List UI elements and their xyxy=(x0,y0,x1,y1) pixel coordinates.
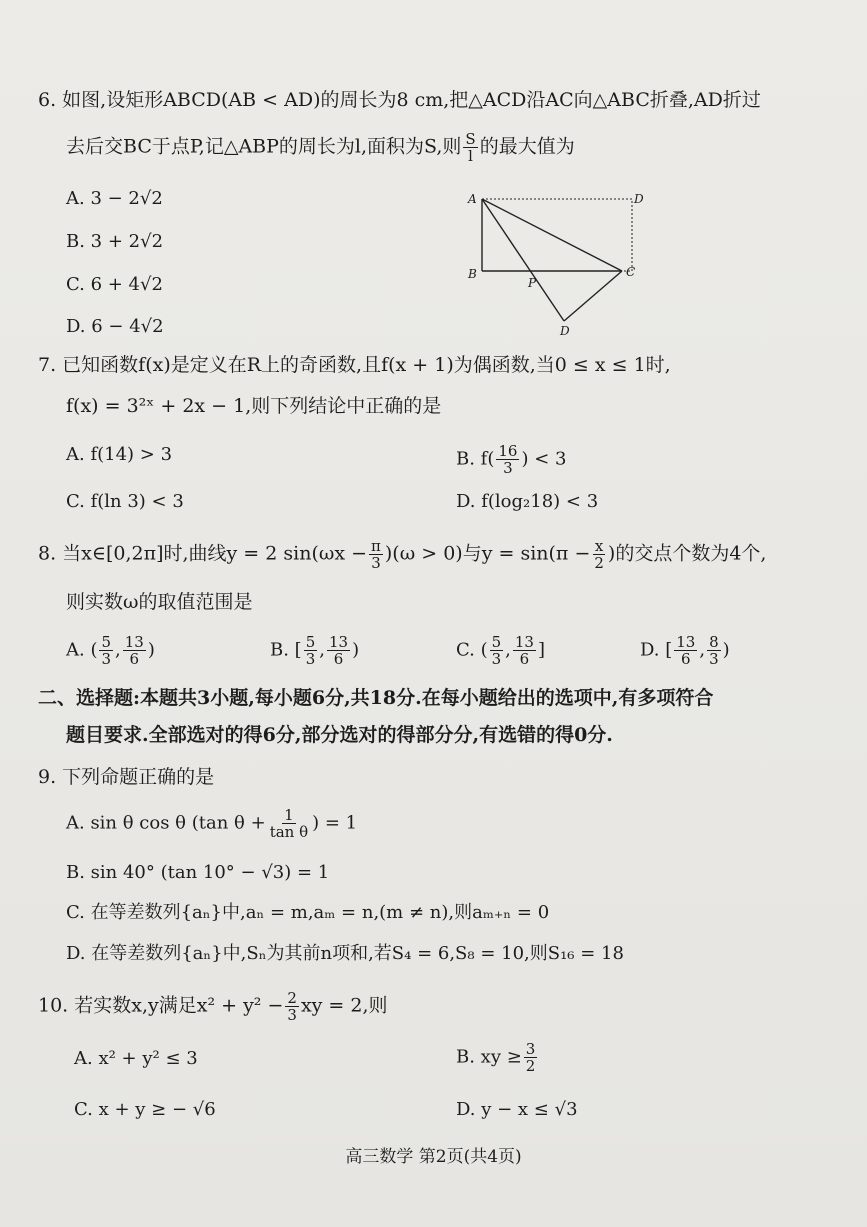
q8-option-b-frac2 xyxy=(327,634,350,667)
q7-option-b xyxy=(456,443,566,476)
q8-option-b xyxy=(270,634,359,667)
q8-option-a-n2: 13 xyxy=(124,633,144,651)
q8-option-d-d1: 6 xyxy=(681,650,691,668)
q8-option-c-close: ] xyxy=(537,639,546,661)
diagonal-ac xyxy=(482,199,622,271)
q7-option-c: C. f(ln 3) < 3 xyxy=(66,491,184,512)
q8-option-a-close: ) xyxy=(147,639,155,661)
q10-stem-pre: 10. 若实数x,y满足x² + y² − xyxy=(38,994,284,1017)
q10-option-b-den: 2 xyxy=(525,1057,536,1075)
q8-option-d-close: ) xyxy=(722,639,730,661)
q8-line1-a: 8. 当x∈[0,2π]时,曲线y = 2 sin(ωx − xyxy=(38,542,368,565)
q8-option-a xyxy=(66,634,155,667)
label-b: B xyxy=(468,267,477,281)
q8-fraction-x2-num: x xyxy=(594,537,604,555)
q8-option-d-label: D. [ xyxy=(640,639,673,661)
q8-option-d-n2: 8 xyxy=(709,633,719,651)
q8-option-a-sep: , xyxy=(115,639,121,661)
q6-line2 xyxy=(66,131,575,164)
q10-stem-post: xy = 2,则 xyxy=(300,994,388,1017)
q10-stem xyxy=(38,990,388,1023)
section2-heading-line2: 题目要求.全部选对的得6分,部分选对的得部分分,有选错的得0分. xyxy=(66,724,613,746)
q8-option-d xyxy=(640,634,730,667)
q9-option-a-fraction xyxy=(268,807,310,840)
q8-option-a-d1: 3 xyxy=(101,650,112,668)
q9-option-a-pre: A. sin θ cos θ (tan θ + xyxy=(66,812,266,834)
q7-line1: 7. 已知函数f(x)是定义在R上的奇函数,且f(x + 1)为偶函数,当0 ≤ x ≤ 1时, xyxy=(38,354,671,376)
q8-option-c-d2: 6 xyxy=(519,650,530,668)
section2-heading-line1: 二、选择题:本题共3小题,每小题6分,共18分.在每小题给出的选项中,有多项符合 xyxy=(38,687,714,709)
q8-option-c-n2: 13 xyxy=(514,633,534,651)
q10-option-b xyxy=(456,1041,539,1074)
q9-option-b: B. sin 40° (tan 10° − √3) = 1 xyxy=(66,862,330,883)
folded-dc xyxy=(564,271,622,321)
q8-fraction-x2-den: 2 xyxy=(594,554,604,572)
q8-option-b-n1: 5 xyxy=(305,633,316,651)
q8-option-b-d1: 3 xyxy=(305,650,316,668)
q8-option-c-d1: 3 xyxy=(491,650,502,668)
q6-line1: 6. 如图,设矩形ABCD(AB < AD)的周长为8 cm,把△ACD沿AC向△ABC折叠,AD折过 xyxy=(38,89,761,111)
q8-fraction-x2 xyxy=(592,538,606,571)
q8-option-c xyxy=(456,634,545,667)
q9-option-c: C. 在等差数列{aₙ}中,aₙ = m,aₘ = n,(m ≠ n),则aₘ₊ₙ = 0 xyxy=(66,902,550,923)
label-c: C xyxy=(626,265,636,279)
q8-option-b-sep: , xyxy=(319,639,325,661)
q10-option-b-num: 3 xyxy=(525,1040,536,1058)
q8-fraction-pi3 xyxy=(369,538,383,571)
q7-option-b-num: 16 xyxy=(498,442,518,460)
q10-option-d: D. y − x ≤ √3 xyxy=(456,1099,578,1120)
q9-stem: 9. 下列命题正确的是 xyxy=(38,766,215,788)
q8-option-a-label: A. ( xyxy=(66,639,98,661)
q8-option-c-label: C. ( xyxy=(456,639,488,661)
q10-option-c: C. x + y ≥ − √6 xyxy=(74,1099,216,1120)
q8-line1 xyxy=(38,538,766,571)
q9-option-d: D. 在等差数列{aₙ}中,Sₙ为其前n项和,若S₄ = 6,S₈ = 10,则S₁₆ = 18 xyxy=(66,943,624,964)
folded-ad xyxy=(482,199,564,321)
q8-option-d-sep: , xyxy=(699,639,706,661)
q10-option-b-pre: B. xy ≥ xyxy=(456,1046,522,1068)
q9-option-a xyxy=(66,807,357,840)
q8-option-b-frac1 xyxy=(304,634,318,667)
q7-option-b-pre: B. f( xyxy=(456,448,495,470)
q8-option-b-n2: 13 xyxy=(328,633,349,651)
folded-rectangle-figure xyxy=(460,186,660,340)
q9-option-a-den: tan θ xyxy=(269,823,309,841)
q8-option-b-close: ) xyxy=(352,639,360,661)
q8-line2: 则实数ω的取值范围是 xyxy=(66,591,253,613)
q10-option-a: A. x² + y² ≤ 3 xyxy=(74,1048,198,1069)
q8-option-a-n1: 5 xyxy=(101,633,112,651)
label-d-bottom: D xyxy=(560,324,570,338)
q10-stem-num: 2 xyxy=(287,989,297,1007)
q6-option-b: B. 3 + 2√2 xyxy=(66,231,164,252)
q8-option-a-d2: 6 xyxy=(129,650,140,668)
q9-option-a-post: ) = 1 xyxy=(312,812,358,834)
q8-option-c-frac1 xyxy=(490,634,504,667)
q8-line1-c: )的交点个数为4个, xyxy=(607,542,767,565)
q8-option-d-n1: 13 xyxy=(676,633,696,651)
q8-fraction-pi3-num: π xyxy=(371,537,381,555)
label-p: P xyxy=(528,276,537,290)
q7-line2: f(x) = 3²ˣ + 2x − 1,则下列结论中正确的是 xyxy=(66,395,442,417)
q10-option-b-fraction xyxy=(524,1041,538,1074)
q8-option-d-frac2 xyxy=(707,634,721,667)
q7-option-a: A. f(14) > 3 xyxy=(66,444,173,465)
q6-fraction xyxy=(463,131,477,164)
label-d-top: D xyxy=(634,192,644,206)
q6-option-d: D. 6 − 4√2 xyxy=(66,316,164,337)
q8-option-d-d2: 3 xyxy=(709,650,719,668)
q7-option-b-post: ) < 3 xyxy=(521,448,567,470)
q7-option-b-den: 3 xyxy=(503,459,513,477)
q10-stem-fraction xyxy=(285,990,299,1023)
q8-option-d-frac1 xyxy=(674,634,697,667)
page-footer: 高三数学 第2页(共4页) xyxy=(345,1147,522,1167)
q7-option-b-fraction xyxy=(496,443,519,476)
q10-stem-den: 3 xyxy=(287,1006,297,1024)
q8-option-b-d2: 6 xyxy=(333,650,344,668)
q8-option-b-label: B. [ xyxy=(270,639,302,661)
q8-line1-b: )(ω > 0)与y = sin(π − xyxy=(384,542,591,565)
q8-option-a-frac1 xyxy=(99,634,113,667)
q6-fraction-num: S xyxy=(465,130,476,148)
q8-option-c-n1: 5 xyxy=(491,633,502,651)
q6-option-c: C. 6 + 4√2 xyxy=(66,274,163,295)
q8-option-a-frac2 xyxy=(123,634,146,667)
q8-option-c-frac2 xyxy=(513,634,536,667)
label-a: A xyxy=(468,192,477,206)
q8-fraction-pi3-den: 3 xyxy=(371,554,381,572)
q7-option-d: D. f(log₂18) < 3 xyxy=(456,491,599,512)
q6-fraction-den: l xyxy=(468,147,473,165)
q9-option-a-num: 1 xyxy=(284,806,294,824)
q6-line2-b: 的最大值为 xyxy=(479,135,575,158)
q6-line2-a: 去后交BC于点P,记△ABP的周长为l,面积为S,则 xyxy=(66,135,462,158)
q6-option-a: A. 3 − 2√2 xyxy=(66,188,163,209)
q8-option-c-sep: , xyxy=(505,639,511,661)
